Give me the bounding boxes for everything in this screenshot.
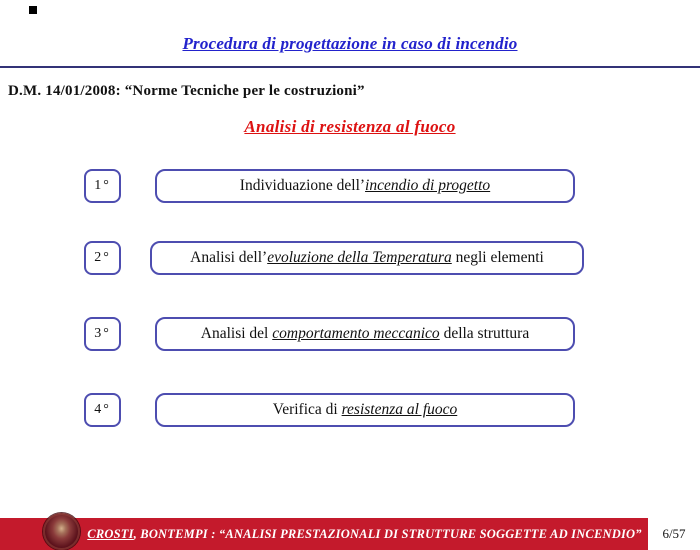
step-3-text-pre: Analisi del xyxy=(200,325,273,342)
step-4-number-box xyxy=(84,393,121,427)
step-4-content-box xyxy=(155,393,575,427)
step-2-text-emphasis: evoluzione della Temperatura xyxy=(267,249,452,266)
step-1-number-box xyxy=(84,169,121,203)
footer-citation xyxy=(85,518,644,550)
step-1-content-box xyxy=(155,169,575,203)
step-1-number: 1° xyxy=(94,178,111,193)
step-1-text xyxy=(240,177,490,195)
regulation-text: D.M. 14/01/2008: “Norme Tecniche per le costruzioni” xyxy=(8,83,365,99)
page-number: 6/57 xyxy=(662,526,686,541)
step-4-text-emphasis: resistenza al fuoco xyxy=(341,401,458,418)
step-2-content-box xyxy=(150,241,584,275)
footer-author: CROSTI xyxy=(87,526,134,541)
footer-reference: , BONTEMPI : “ANALISI PRESTAZIONALI DI STRUTTURE SOGGETTE AD INCENDIO” xyxy=(133,526,642,541)
step-4-text-pre: Verifica di xyxy=(272,401,342,418)
step-3-number: 3° xyxy=(94,326,111,341)
section-heading: Analisi di resistenza al fuoco xyxy=(244,117,456,136)
step-1-text-emphasis: incendio di progetto xyxy=(365,177,491,194)
slide-title: Procedura di progettazione in caso di incendio xyxy=(182,34,518,53)
step-1-text-pre: Individuazione dell’ xyxy=(239,177,366,194)
step-3-text xyxy=(201,325,529,343)
step-3-content-box xyxy=(155,317,575,351)
step-3-text-post: della struttura xyxy=(439,325,530,342)
page-number-box xyxy=(648,518,700,550)
step-2-text-post: negli elementi xyxy=(451,249,544,266)
title-separator-line xyxy=(0,66,700,68)
corner-mark xyxy=(29,6,37,14)
step-4-text xyxy=(273,401,458,419)
step-2-number-box xyxy=(84,241,121,275)
step-4-number: 4° xyxy=(94,402,111,417)
step-3-text-emphasis: comportamento meccanico xyxy=(272,325,440,342)
step-2-text-pre: Analisi dell’ xyxy=(190,249,268,266)
step-2-text xyxy=(190,249,544,267)
step-2-number: 2° xyxy=(94,250,111,265)
university-logo xyxy=(43,513,80,550)
step-3-number-box xyxy=(84,317,121,351)
